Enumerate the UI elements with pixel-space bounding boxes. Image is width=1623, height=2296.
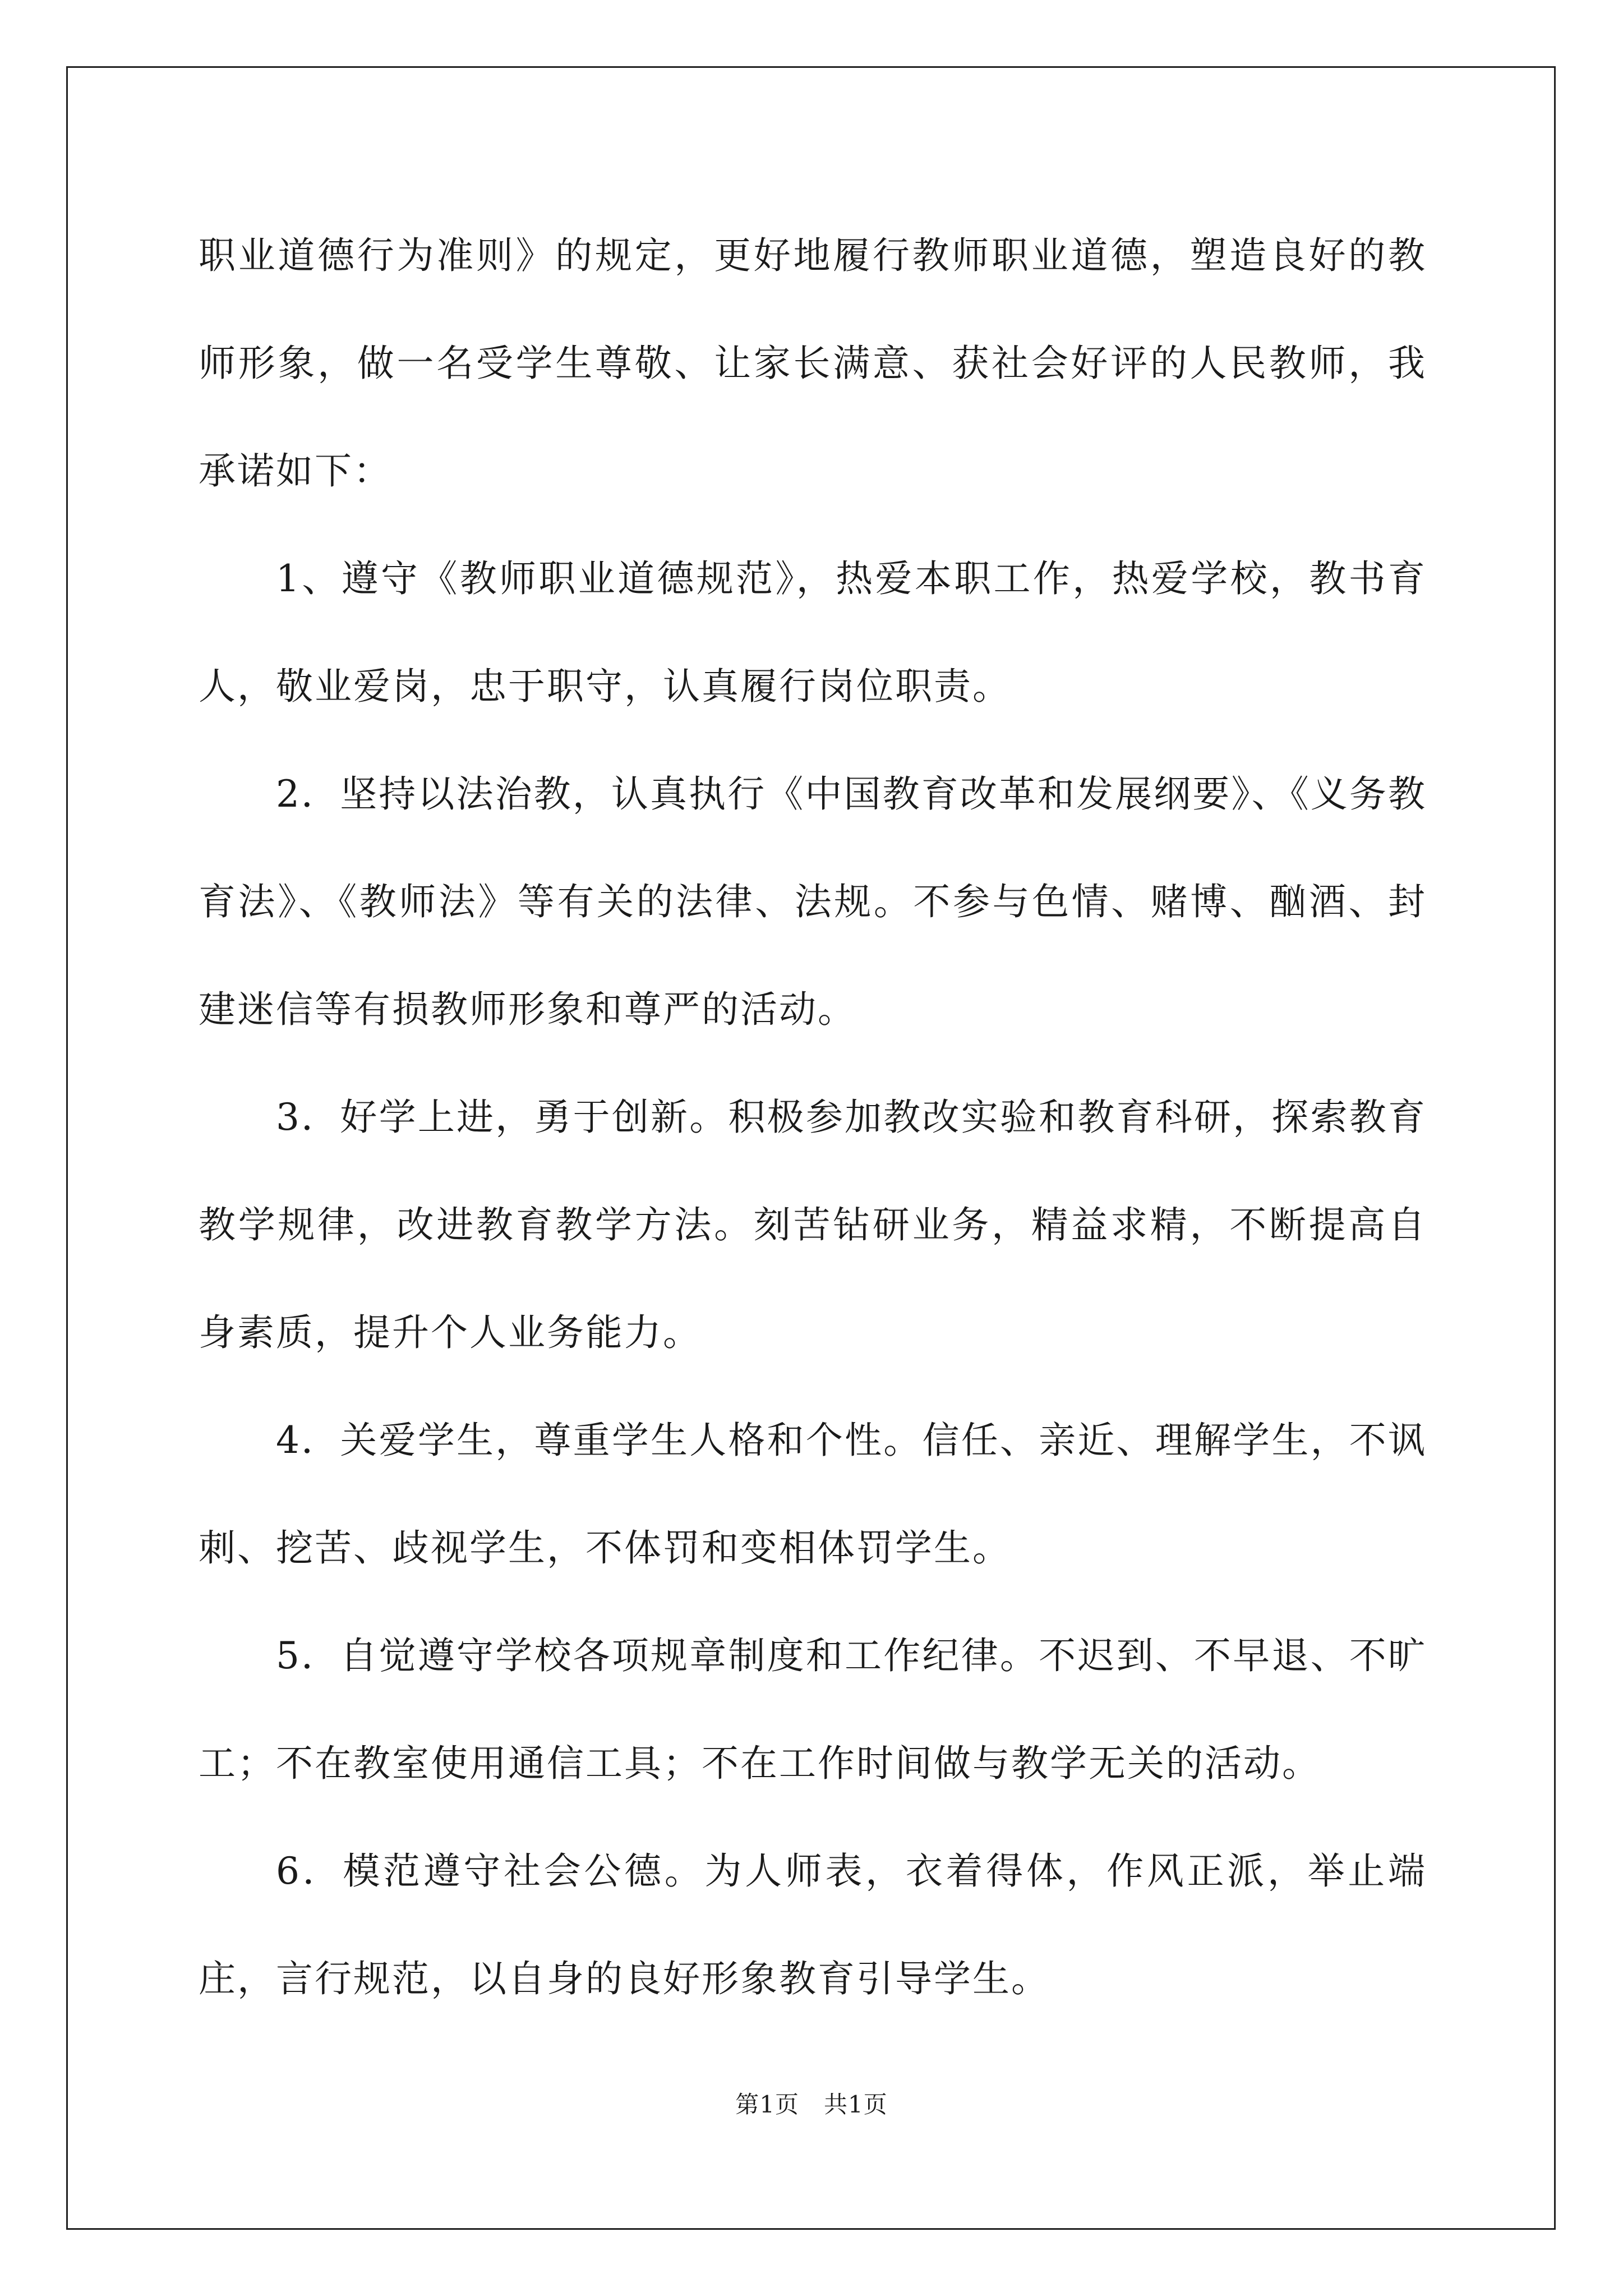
- page-footer: [0, 2088, 1623, 2122]
- paragraph-item-2: 2．坚持以法治教，认真执行《中国教育改革和发展纲要》、《义务教育法》、《教师法》等有关的法律、法规。不参与色情、赌博、酗酒、封建迷信等有损教师形象和尊严的活动。: [199, 772, 1427, 1031]
- paragraph-item-5: 5．自觉遵守学校各项规章制度和工作纪律。不迟到、不早退、不旷工；不在教室使用通信工具；不在工作时间做与教学无关的活动。: [199, 1634, 1427, 1785]
- paragraph-item-4: 4．关爱学生，尊重学生人格和个性。信任、亲近、理解学生，不讽刺、挖苦、歧视学生，不体罚和变相体罚学生。: [199, 1419, 1427, 1570]
- paragraph-item-6: 6．模范遵守社会公德。为人师表，衣着得体，作风正派，举止端庄，言行规范，以自身的良好形象教育引导学生。: [199, 1849, 1427, 2000]
- page-total: 共1页: [824, 2091, 888, 2118]
- document-body: [199, 202, 1427, 2033]
- page-number: 第1页: [735, 2091, 799, 2118]
- paragraph-intro: 职业道德行为准则》的规定，更好地履行教师职业道德，塑造良好的教师形象，做一名受学生尊敬、让家长满意、获社会好评的人民教师，我承诺如下：: [199, 234, 1427, 493]
- paragraph-item-1: 1、遵守《教师职业道德规范》，热爱本职工作，热爱学校，教书育人，敬业爱岗，忠于职守，认真履行岗位职责。: [199, 557, 1427, 708]
- paragraph-item-3: 3．好学上进，勇于创新。积极参加教改实验和教育科研，探索教育教学规律，改进教育教学方法。刻苦钻研业务，精益求精，不断提高自身素质，提升个人业务能力。: [199, 1096, 1427, 1354]
